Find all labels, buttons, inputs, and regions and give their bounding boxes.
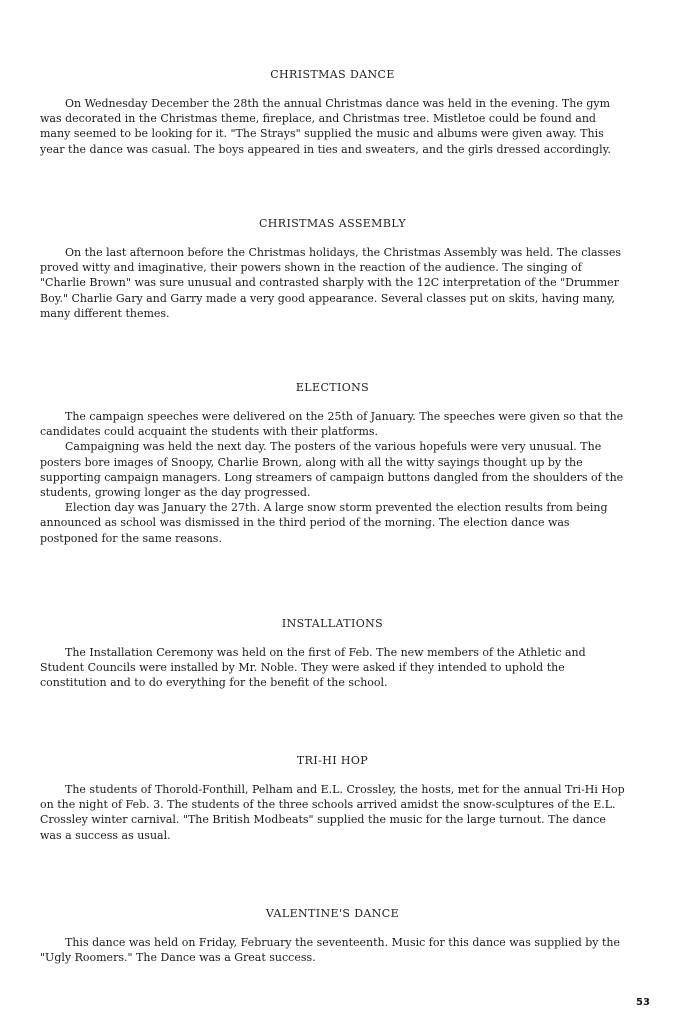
paragraph: The Installation Ceremony was held on the first of Feb. The new members of the Athletic and Student Councils were installed by Mr. Noble. They were asked if they intended to uphold the constitution and to do everything for the benefit of the school. — [40, 646, 586, 690]
section-christmas-assembly — [40, 217, 625, 321]
paragraph: The students of Thorold-Fonthill, Pelham and E.L. Crossley, the hosts, met for the annual Tri-Hi Hop on the night of Feb. 3. The students of the three schools arrived amidst the snow-sculptures of the E.L. Crossley winter carnival. "The British Modbeats" supplied the music for the large turnout. The dance was a success as usual. — [40, 783, 625, 842]
section-elections — [40, 381, 625, 546]
section-heading: ELECTIONS — [295, 381, 370, 394]
paragraph: Election day was January the 27th. A large snow storm prevented the election results from being announced as school was dismissed in the third period of the morning. The election dance was postponed for the same reasons. — [40, 501, 608, 545]
paragraph: This dance was held on Friday, February the seventeenth. Music for this dance was supplied by the "Ugly Roomers." The Dance was a Great success. — [40, 936, 621, 965]
section-tri-hi-hop — [40, 754, 625, 843]
section-heading: CHRISTMAS ASSEMBLY — [258, 217, 406, 230]
paragraph: On Wednesday December the 28th the annual Christmas dance was held in the evening. The gym was decorated in the Christmas theme, fireplace, and Christmas tree. Mistletoe could be found and many seemed to be looking for it. "The Strays" supplied the music and albums were given away. This year the dance was casual. The boys appeared in ties and sweaters, and the girls dressed accordingly. — [40, 97, 611, 156]
section-heading: VALENTINE'S DANCE — [265, 907, 400, 920]
paragraph: The campaign speeches were delivered on the 25th of January. The speeches were given so that the candidates could acquaint the students with their platforms. — [40, 410, 624, 439]
section-valentines-dance — [40, 907, 625, 965]
paragraph: On the last afternoon before the Christmas holidays, the Christmas Assembly was held. The classes proved witty and imaginative, their powers shown in the reaction of the audience. The singing of "Charlie Brown" was sure unusual and contrasted sharply with the 12C interpretation of the "Drummer Boy." Charlie Gary and Garry made a very good appearance. Several classes put on skits, having many, many different themes. — [40, 246, 621, 320]
section-heading: TRI-HI HOP — [296, 754, 369, 767]
page-number: 53 — [636, 997, 650, 1008]
section-heading: INSTALLATIONS — [281, 617, 384, 630]
paragraph: Campaigning was held the next day. The posters of the various hopefuls were very unusual. The posters bore images of Snoopy, Charlie Brown, along with all the witty sayings thought up by the supporting campaign managers. Long streamers of campaign buttons dangled from the shoulders of the students, growing longer as the day progressed. — [40, 440, 624, 500]
section-christmas-dance — [40, 68, 625, 157]
section-installations — [40, 617, 625, 691]
section-heading: CHRISTMAS DANCE — [270, 68, 395, 81]
